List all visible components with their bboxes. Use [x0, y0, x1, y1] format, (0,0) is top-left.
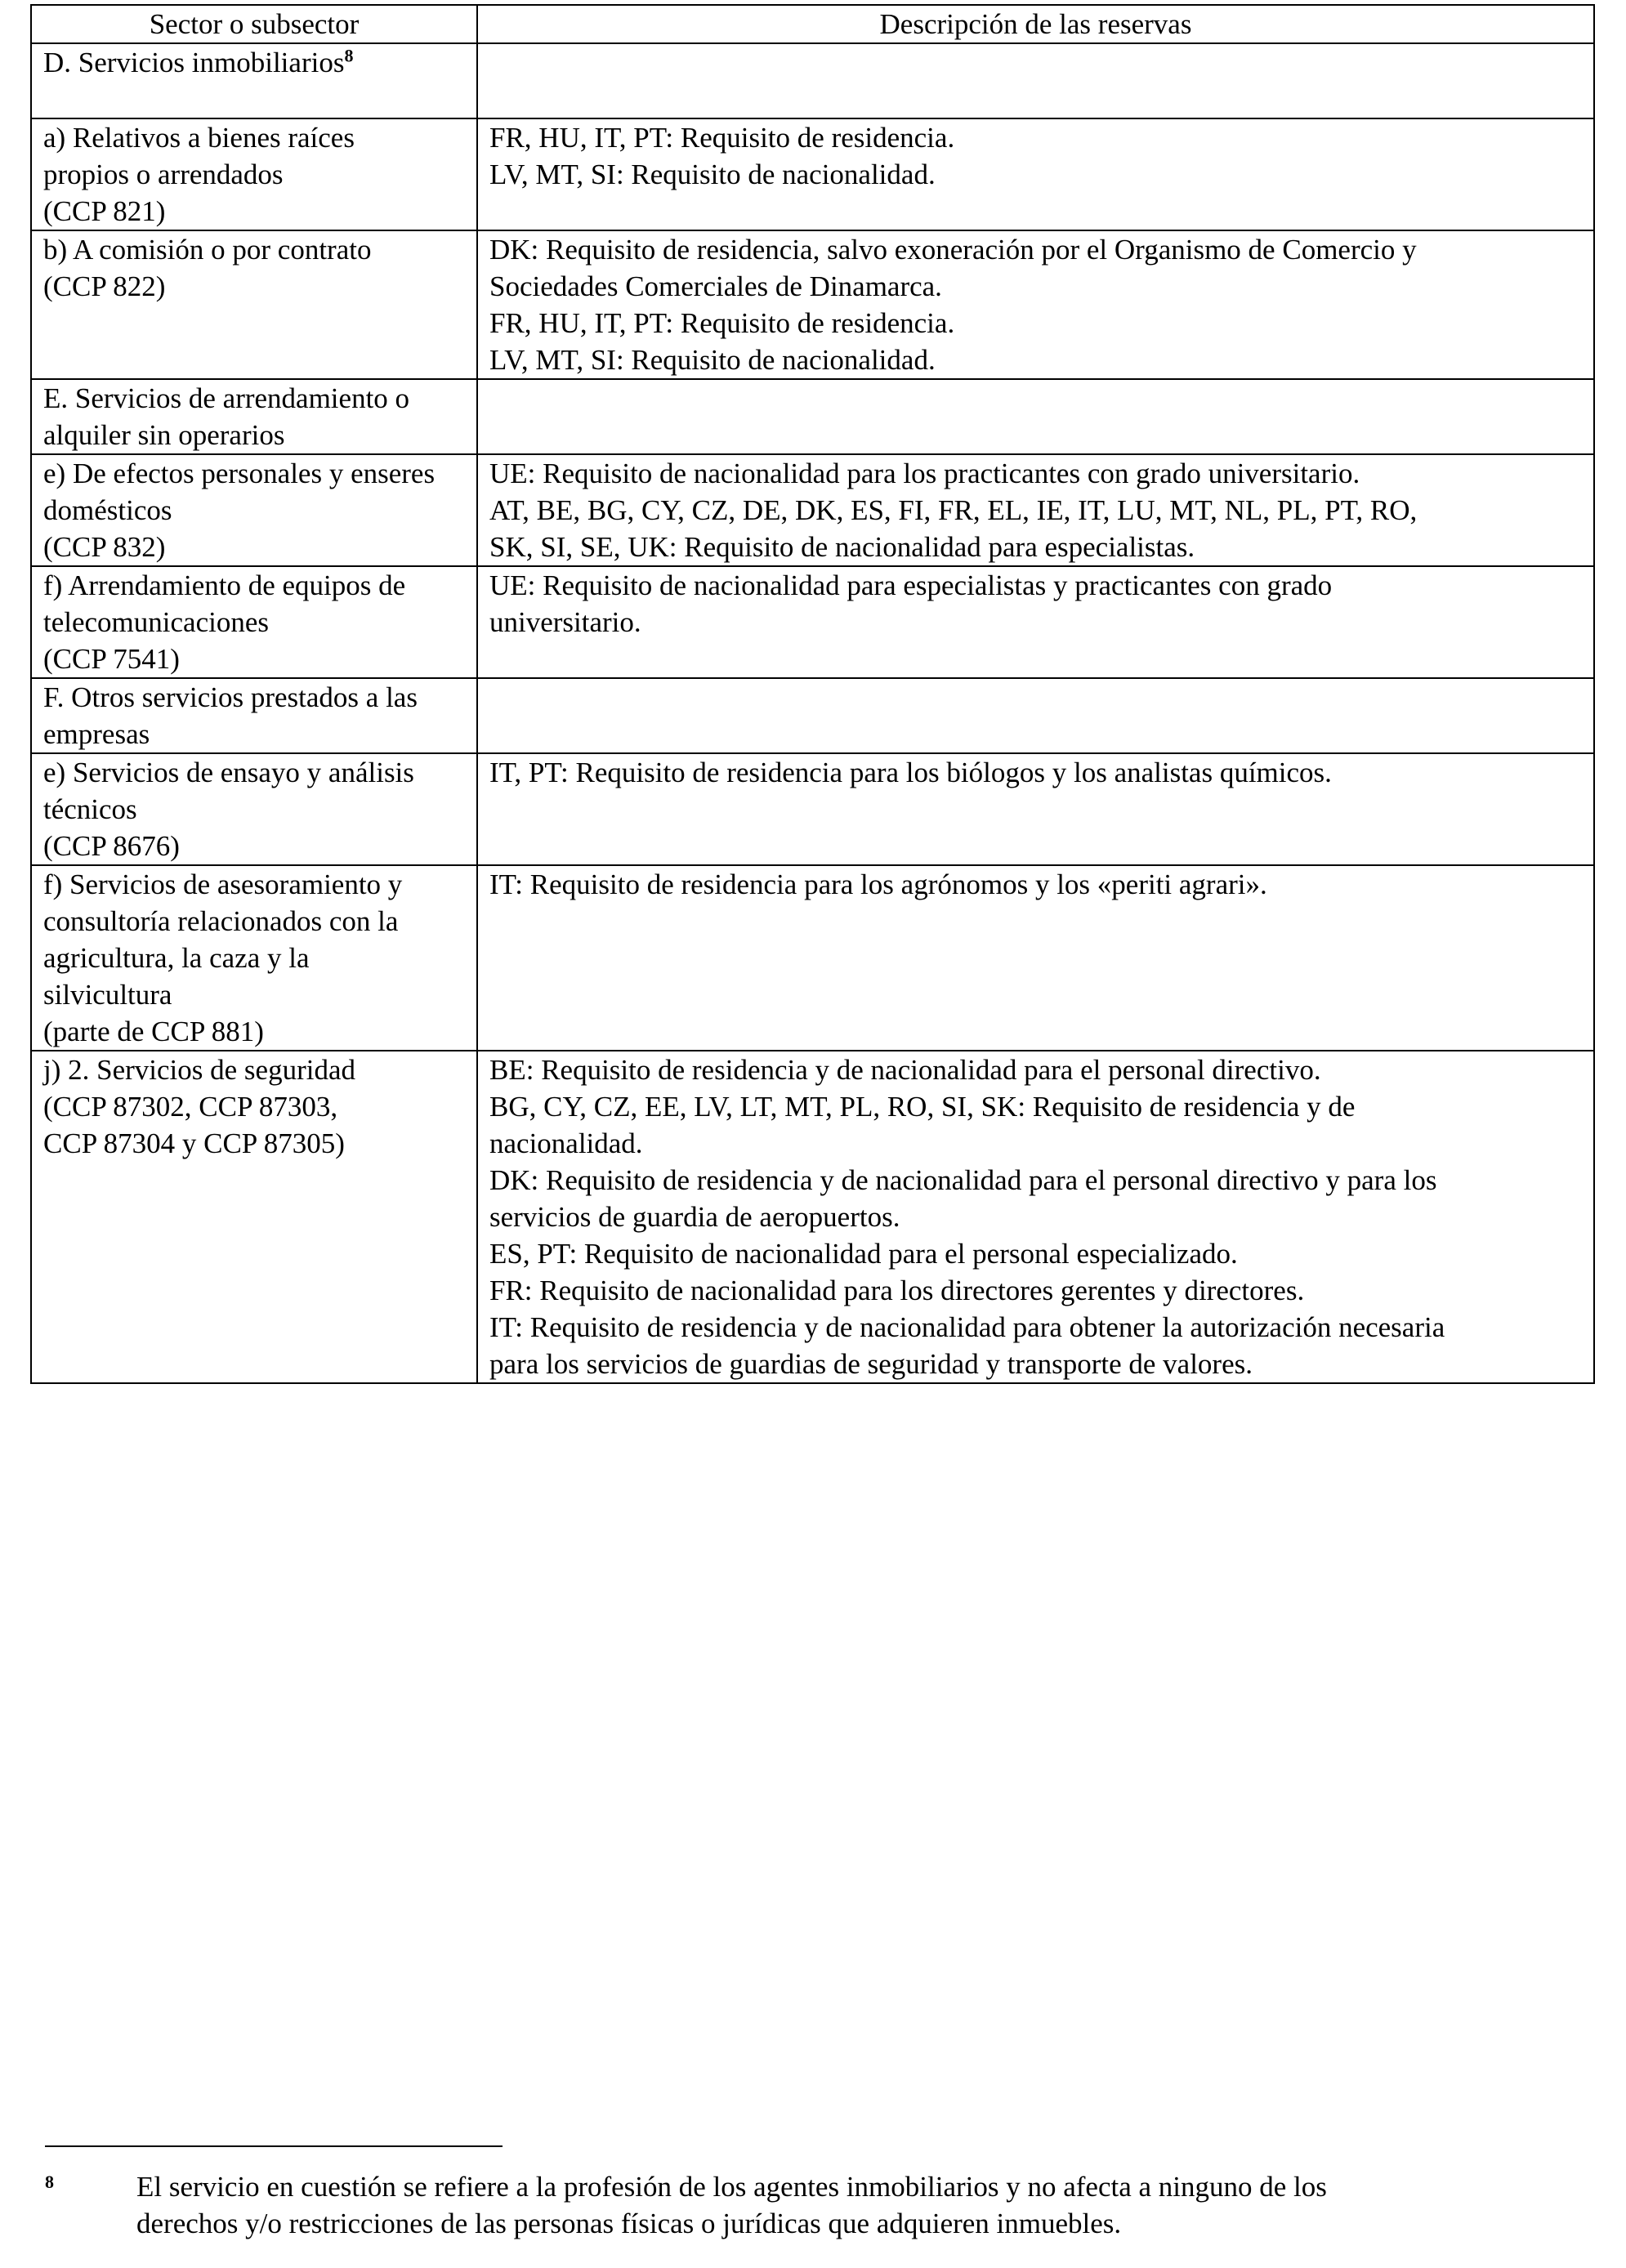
- description-line: nacionalidad.: [489, 1127, 643, 1159]
- sector-cell: [31, 118, 477, 230]
- sector-cell: [31, 1051, 477, 1383]
- sector-line: (CCP 832): [43, 531, 166, 563]
- sector-line: f) Servicios de asesoramiento y: [43, 868, 403, 900]
- footnote-line: derechos y/o restricciones de las personas físicas o jurídicas que adquieren inmuebles.: [136, 2208, 1122, 2239]
- description-line: universitario.: [489, 606, 641, 638]
- sector-line: f) Arrendamiento de equipos de: [43, 569, 406, 601]
- description-line: IT: Requisito de residencia para los agrónomos y los «periti agrari».: [489, 868, 1267, 900]
- description-line: SK, SI, SE, UK: Requisito de nacionalidad para especialistas.: [489, 531, 1195, 563]
- sector-line: F. Otros servicios prestados a las: [43, 681, 418, 713]
- description-line: DK: Requisito de residencia, salvo exoneración por el Organismo de Comercio y: [489, 234, 1417, 266]
- sector-line: b) A comisión o por contrato: [43, 234, 372, 266]
- sector-cell: [31, 379, 477, 454]
- sector-line: e) De efectos personales y enseres: [43, 458, 436, 489]
- description-line: ES, PT: Requisito de nacionalidad para el personal especializado.: [489, 1238, 1238, 1270]
- table-row: [31, 454, 1594, 566]
- description-line: AT, BE, BG, CY, CZ, DE, DK, ES, FI, FR, EL, IE, IT, LU, MT, NL, PL, PT, RO,: [489, 494, 1418, 526]
- sector-line: (CCP 8676): [43, 830, 180, 862]
- sector-line: (CCP 87302, CCP 87303,: [43, 1091, 338, 1123]
- sector-line: propios o arrendados: [43, 158, 284, 190]
- sector-line: telecomunicaciones: [43, 606, 269, 638]
- sector-line: E. Servicios de arrendamiento o: [43, 382, 410, 414]
- sector-cell: [31, 454, 477, 566]
- sector-cell: [31, 43, 477, 118]
- sector-line: (parte de CCP 881): [43, 1016, 264, 1047]
- description-cell: [477, 753, 1594, 865]
- reservations-table: [30, 4, 1595, 1384]
- table-row: [31, 566, 1594, 678]
- description-cell: [477, 566, 1594, 678]
- sector-line: (CCP 821): [43, 195, 166, 227]
- table-header-row: [31, 5, 1594, 43]
- description-cell: [477, 43, 1594, 118]
- sector-line: alquiler sin operarios: [43, 419, 285, 451]
- description-line: Sociedades Comerciales de Dinamarca.: [489, 270, 942, 302]
- description-line: BG, CY, CZ, EE, LV, LT, MT, PL, RO, SI, SK: Requisito de residencia y de: [489, 1091, 1356, 1123]
- sector-line: domésticos: [43, 494, 172, 526]
- description-line: IT, PT: Requisito de residencia para los biólogos y los analistas químicos.: [489, 757, 1332, 788]
- sector-line: consultoría relacionados con la: [43, 905, 399, 937]
- header-sector: Sector o subsector: [31, 5, 477, 43]
- sector-line: (CCP 822): [43, 270, 166, 302]
- table-row: [31, 753, 1594, 865]
- table-body: [31, 43, 1594, 1383]
- table-row: [31, 43, 1594, 118]
- sector-line: j) 2. Servicios de seguridad: [43, 1054, 355, 1086]
- description-line: BE: Requisito de residencia y de nacionalidad para el personal directivo.: [489, 1054, 1321, 1086]
- sector-cell: [31, 230, 477, 379]
- description-line: DK: Requisito de residencia y de nacionalidad para el personal directivo y para los: [489, 1164, 1437, 1196]
- description-line: FR, HU, IT, PT: Requisito de residencia.: [489, 122, 955, 154]
- sector-line-text: D. Servicios inmobiliarios: [43, 47, 345, 78]
- description-line: UE: Requisito de nacionalidad para los practicantes con grado universitario.: [489, 458, 1360, 489]
- table-row: [31, 379, 1594, 454]
- description-cell: [477, 230, 1594, 379]
- table-row: [31, 1051, 1594, 1383]
- description-cell: [477, 454, 1594, 566]
- sector-line: e) Servicios de ensayo y análisis: [43, 757, 414, 788]
- blank-line: [43, 81, 468, 118]
- description-line: IT: Requisito de residencia y de nacionalidad para obtener la autorización necesaria: [489, 1311, 1445, 1343]
- sector-line: silvicultura: [43, 979, 172, 1011]
- sector-line: empresas: [43, 718, 150, 750]
- description-line: FR, HU, IT, PT: Requisito de residencia.: [489, 307, 955, 339]
- header-description: Descripción de las reservas: [477, 5, 1594, 43]
- description-line: FR: Requisito de nacionalidad para los directores gerentes y directores.: [489, 1275, 1305, 1306]
- sector-line: agricultura, la caza y la: [43, 942, 310, 974]
- sector-line: CCP 87304 y CCP 87305): [43, 1127, 345, 1159]
- description-cell: [477, 865, 1594, 1051]
- description-cell: [477, 1051, 1594, 1383]
- footnote-text: [136, 2168, 1566, 2242]
- description-line: LV, MT, SI: Requisito de nacionalidad.: [489, 344, 936, 376]
- footnote-reference[interactable]: 8: [344, 45, 354, 66]
- table-row: [31, 865, 1594, 1051]
- sector-line: a) Relativos a bienes raíces: [43, 122, 355, 154]
- footnote-number: 8: [45, 2172, 54, 2192]
- description-cell: [477, 118, 1594, 230]
- description-line: LV, MT, SI: Requisito de nacionalidad.: [489, 158, 936, 190]
- footnote-line: El servicio en cuestión se refiere a la profesión de los agentes inmobiliarios y no afecta a ninguno de los: [136, 2171, 1327, 2203]
- table-row: [31, 118, 1594, 230]
- sector-line: (CCP 7541): [43, 643, 180, 675]
- sector-line: [43, 44, 468, 81]
- sector-cell: [31, 753, 477, 865]
- table-row: [31, 230, 1594, 379]
- sector-cell: [31, 566, 477, 678]
- sector-line: técnicos: [43, 793, 137, 825]
- footnote-separator: [45, 2145, 503, 2147]
- table-row: [31, 678, 1594, 753]
- description-line: UE: Requisito de nacionalidad para especialistas y practicantes con grado: [489, 569, 1333, 601]
- sector-cell: [31, 865, 477, 1051]
- sector-cell: [31, 678, 477, 753]
- description-line: para los servicios de guardias de seguridad y transporte de valores.: [489, 1348, 1253, 1380]
- description-cell: [477, 379, 1594, 454]
- description-cell: [477, 678, 1594, 753]
- description-line: servicios de guardia de aeropuertos.: [489, 1201, 900, 1233]
